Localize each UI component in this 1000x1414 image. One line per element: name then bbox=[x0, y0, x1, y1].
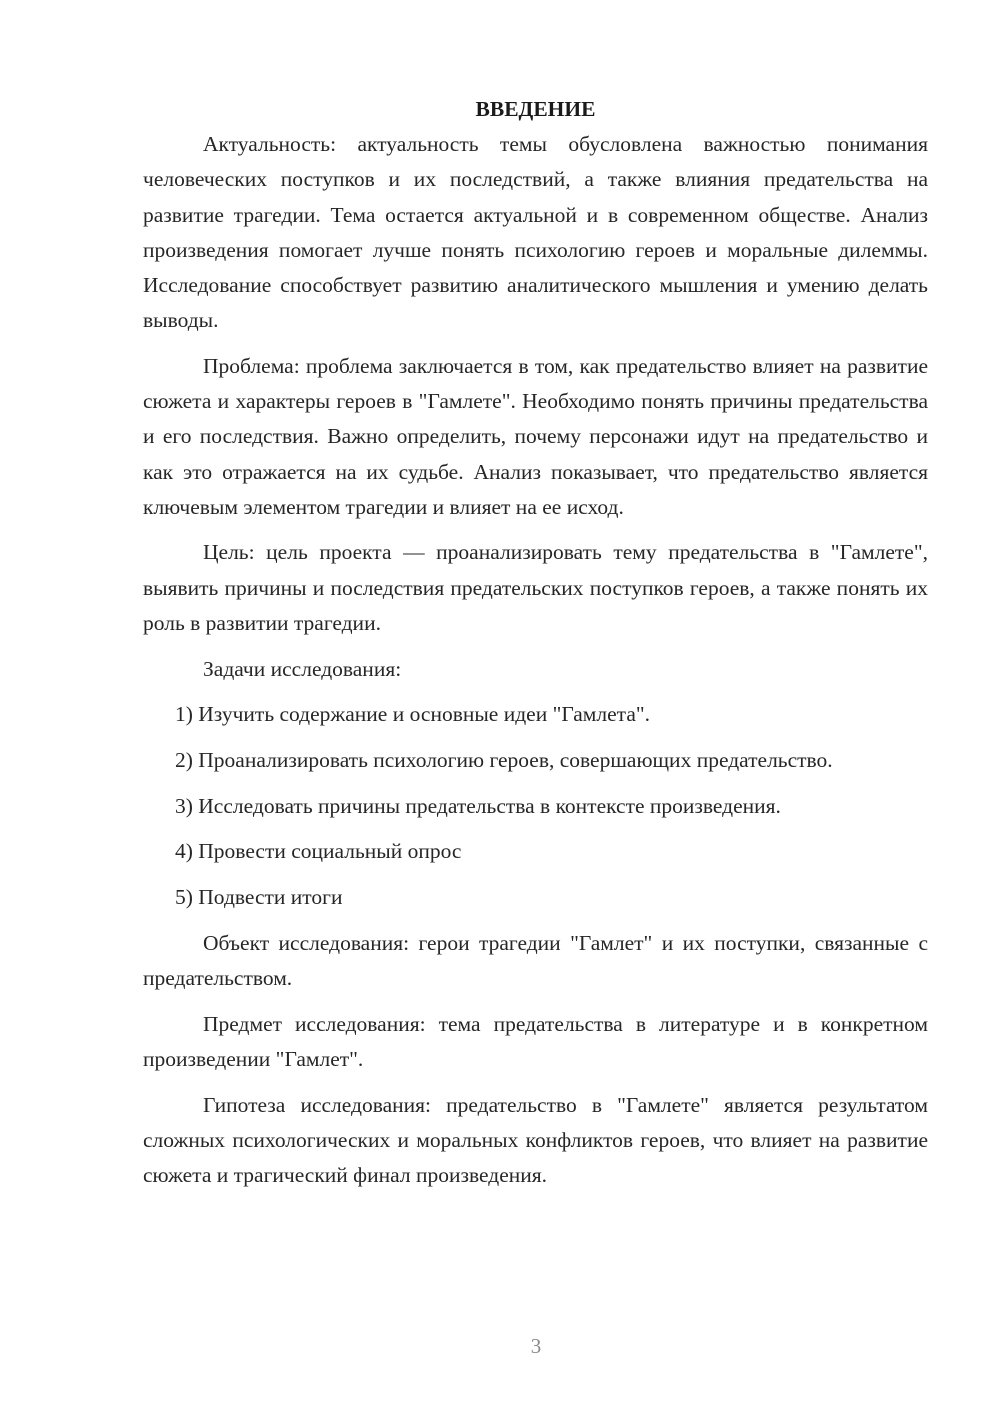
page-number: 3 bbox=[530, 1334, 542, 1358]
object-paragraph: Объект исследования: герои трагедии "Гамлет" и их поступки, связанные с предательством. bbox=[143, 930, 928, 990]
problem-paragraph: Проблема: проблема заключается в том, как предательство влияет на развитие сюжета и характеры героев в "Гамлете". Необходимо понять причины предательства и его последствия. Важно определить, почему персонажи идут на предательство и как это отражается на их судьбе. Анализ показывает, что предательство является ключевым элементом трагедии и влияет на ее исход. bbox=[143, 353, 928, 519]
page-content bbox=[143, 92, 928, 1204]
task-item-4: 4) Провести социальный опрос bbox=[175, 839, 462, 864]
hypothesis-paragraph: Гипотеза исследования: предательство в "Гамлете" является результатом сложных психологических и моральных конфликтов героев, что влияет на развитие сюжета и трагический финал произведения. bbox=[143, 1092, 928, 1187]
task-item-2: 2) Проанализировать психологию героев, совершающих предательство. bbox=[175, 747, 833, 772]
tasks-heading: Задачи исследования: bbox=[203, 656, 402, 681]
subject-paragraph: Предмет исследования: тема предательства в литературе и в конкретном произведении "Гамлет". bbox=[143, 1011, 928, 1071]
task-item-5: 5) Подвести итоги bbox=[175, 885, 343, 910]
goal-paragraph: Цель: цель проекта — проанализировать тему предательства в "Гамлете", выявить причины и последствия предательских поступков героев, а также понять их роль в развитии трагедии. bbox=[143, 540, 928, 635]
relevance-paragraph: Актуальность: актуальность темы обусловлена важностью понимания человеческих поступков и их последствий, а также влияния предательства на развитие трагедии. Тема остается актуальной и в современном обществе. Анализ произведения помогает лучше понять психологию героев и моральные дилеммы. Исследование способствует развитию аналитического мышления и умению делать выводы. bbox=[143, 132, 928, 333]
page-title: ВВЕДЕНИЕ bbox=[475, 97, 596, 121]
task-item-3: 3) Исследовать причины предательства в контексте произведения. bbox=[175, 793, 781, 818]
task-item-1: 1) Изучить содержание и основные идеи "Гамлета". bbox=[175, 702, 651, 727]
